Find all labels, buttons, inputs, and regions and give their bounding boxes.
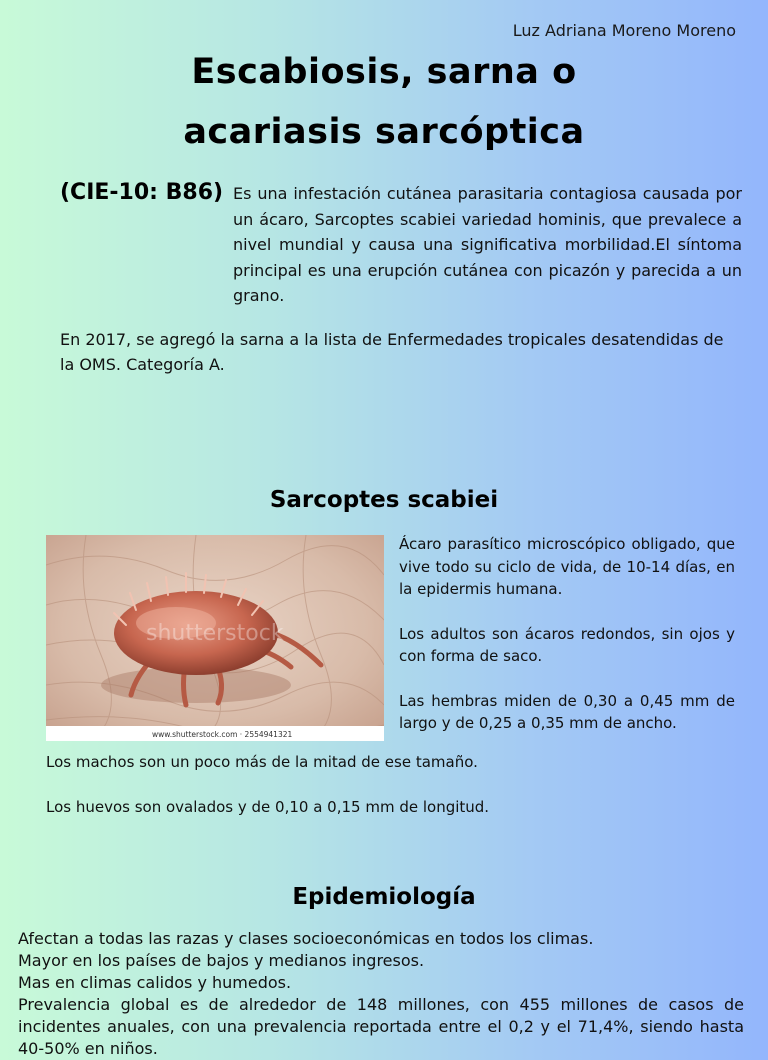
mite-paragraph: Las hembras miden de 0,30 a 0,45 mm de largo y de 0,25 a 0,35 mm de ancho. (399, 691, 735, 732)
mite-paragraph: Los adultos son ácaros redondos, sin ojos y con forma de saco. (399, 624, 735, 665)
image-caption: www.shutterstock.com · 2554941321 (152, 730, 293, 739)
page-title (0, 42, 768, 162)
classification-code: (CIE-10: B86) (60, 180, 224, 205)
prevalence-text: Prevalencia global es de alrededor de 148 millones, con 455 millones de casos de incidentes anuales, con una prevalencia reportada entre el 0,2 y el 71,4%, siendo hasta 40-50% en niños. (18, 995, 744, 1058)
oms-paragraph: En 2017, se agregó la sarna a la lista de Enfermedades tropicales desatendidas de la OMS. Categoría A. (60, 330, 724, 374)
author-name: Luz Adriana Moreno Moreno (512, 21, 736, 40)
eggs-size-text: Los huevos son ovalados y de 0,10 a 0,15 mm de longitud. (46, 798, 490, 816)
mite-paragraph: Ácaro parasítico microscópico obligado, que vive todo su ciclo de vida, de 10-14 días, en la epidermis humana. (399, 535, 735, 598)
title-line-1: Escabiosis, sarna o (191, 52, 577, 92)
mite-section-heading: Sarcoptes scabiei (269, 487, 499, 513)
image-watermark: shutterstock (146, 621, 284, 646)
epidemiology-line: Afectan a todas las razas y clases socioeconómicas en todos los climas. (18, 929, 594, 948)
title-line-2: acariasis sarcóptica (183, 112, 585, 152)
epidemiology-line: Mas en climas calidos y humedos. (18, 973, 292, 992)
males-size-text: Los machos son un poco más de la mitad de ese tamaño. (46, 753, 478, 771)
mite-photo (46, 535, 384, 741)
mite-description (399, 533, 735, 757)
epidemiology-text (18, 928, 744, 1060)
mite-size-notes (46, 751, 489, 841)
epidemiology-heading: Epidemiología (292, 884, 476, 910)
intro-paragraph: Es una infestación cutánea parasitaria contagiosa causada por un ácaro, Sarcoptes scabiei variedad hominis, que prevalece a nivel mundial y causa una significativa morbilidad.El síntoma principal es una erupción cutánea con picazón y parecida a un grano. (233, 184, 742, 305)
epidemiology-line: Mayor en los países de bajos y medianos ingresos. (18, 951, 425, 970)
